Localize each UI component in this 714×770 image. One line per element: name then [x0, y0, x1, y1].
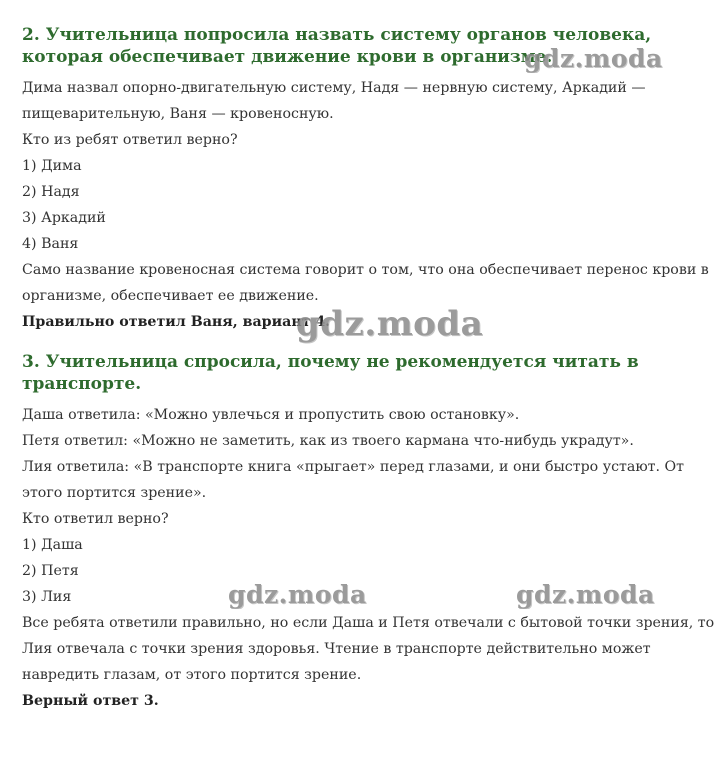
question-2-option-4: 4) Ваня [22, 236, 79, 252]
watermark-logo: gdz.moda [296, 304, 484, 344]
question-3-option-2: 2) Петя [22, 563, 79, 579]
question-3-liya-answer-line-1: Лия ответила: «В транспорте книга «прыгает» перед глазами, и они быстро устают. От [22, 459, 685, 475]
question-2-option-1: 1) Дима [22, 158, 82, 174]
question-3-liya-answer-line-2: этого портится зрение». [22, 485, 207, 501]
question-3-petya-answer: Петя ответил: «Можно не заметить, как из твоего кармана что-нибудь украдут». [22, 433, 634, 449]
question-3-option-3: 3) Лия [22, 589, 72, 605]
question-3-title-line-2: транспорте. [22, 374, 142, 394]
question-2-title-line-1: 2. Учительница попросила назвать систему органов человека, [22, 25, 652, 45]
watermark-logo: gdz.moda [228, 580, 367, 609]
question-3-dasha-answer: Даша ответила: «Можно увлечься и пропустить свою остановку». [22, 407, 520, 423]
question-2-explanation-line-1: Само название кровеносная система говорит о том, что она обеспечивает перенос крови в [22, 262, 709, 278]
question-3-option-1: 1) Даша [22, 537, 83, 553]
question-2-answer: Правильно ответил Ваня, вариант 4. [22, 314, 331, 330]
question-3-title-line-1: 3. Учительница спросила, почему не рекомендуется читать в [22, 352, 639, 372]
question-3-explanation-line-1: Все ребята ответили правильно, но если Даша и Петя отвечали с бытовой точки зрения, то [22, 615, 714, 631]
question-2-option-2: 2) Надя [22, 184, 80, 200]
question-2-title-line-2: которая обеспечивает движение крови в организме. [22, 47, 553, 67]
question-2-prompt: Кто из ребят ответил верно? [22, 132, 238, 148]
question-3-explanation-line-2: Лия отвечала с точки зрения здоровья. Чтение в транспорте действительно может [22, 641, 651, 657]
question-3-answer: Верный ответ 3. [22, 693, 159, 709]
question-3-title [22, 351, 702, 395]
question-2-explanation-line-2: организме, обеспечивает ее движение. [22, 288, 319, 304]
question-2-option-3: 3) Аркадий [22, 210, 106, 226]
watermark-logo: gdz.moda [524, 44, 663, 73]
question-2-text-line-1: Дима назвал опорно-двигательную систему, Надя — нервную систему, Аркадий — [22, 80, 646, 96]
watermark-logo: gdz.moda [516, 580, 655, 609]
question-3-explanation-line-3: навредить глазам, от этого портится зрение. [22, 667, 362, 683]
question-2-text-line-2: пищеварительную, Ваня — кровеносную. [22, 106, 334, 122]
question-3-prompt: Кто ответил верно? [22, 511, 169, 527]
